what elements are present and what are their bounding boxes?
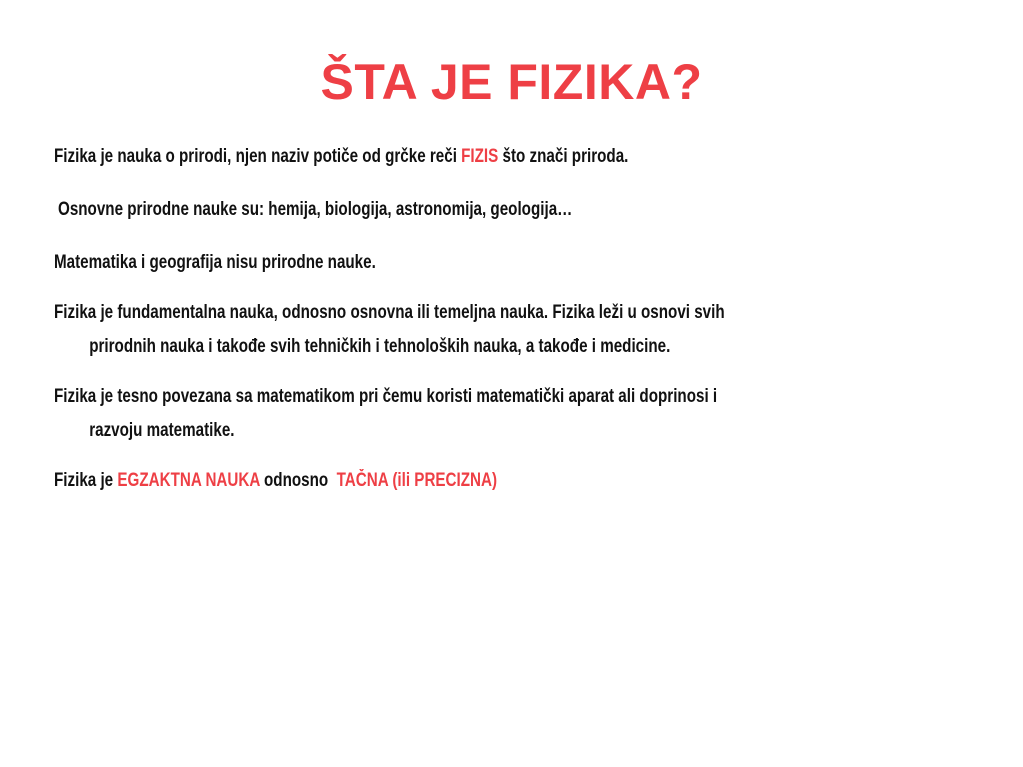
paragraph-text: Fizika je nauka o prirodi, njen naziv potiče od grčke reči xyxy=(54,146,462,167)
paragraph-text: odnosno xyxy=(259,470,337,491)
paragraph-text: što znači priroda. xyxy=(498,146,629,167)
paragraph-line-continuation: razvoju matematike. xyxy=(89,420,235,441)
paragraph-line-continuation: prirodnih nauka i takođe svih tehničkih i tehnoloških nauka, a takođe i medicine. xyxy=(89,336,671,357)
paragraph-exact-science xyxy=(54,464,774,498)
paragraph-mathematics-link xyxy=(54,380,774,448)
paragraph-text: Matematika i geografija nisu prirodne nauke. xyxy=(54,252,376,273)
paragraph-fundamental-science xyxy=(54,296,774,364)
paragraph-text: Fizika je xyxy=(54,470,118,491)
slide-title: ŠTA JE FIZIKA? xyxy=(320,54,703,110)
highlight-egzaktna-nauka: EGZAKTNA NAUKA xyxy=(117,470,260,491)
highlight-tacna: TAČNA (ili PRECIZNA) xyxy=(336,470,498,491)
paragraph-natural-sciences xyxy=(58,193,778,227)
highlight-fizis: FIZIS xyxy=(461,146,499,167)
paragraph-line: Fizika je tesno povezana sa matematikom pri čemu koristi matematički aparat ali doprinosi i xyxy=(54,386,718,407)
paragraph-text: Osnovne prirodne nauke su: hemija, biologija, astronomija, geologija… xyxy=(58,199,573,220)
paragraph-not-natural-sciences xyxy=(54,246,774,280)
paragraph-fizika-definition xyxy=(54,140,774,174)
paragraph-line: Fizika je fundamentalna nauka, odnosno osnovna ili temeljna nauka. Fizika leži u osnovi svih xyxy=(54,302,725,323)
